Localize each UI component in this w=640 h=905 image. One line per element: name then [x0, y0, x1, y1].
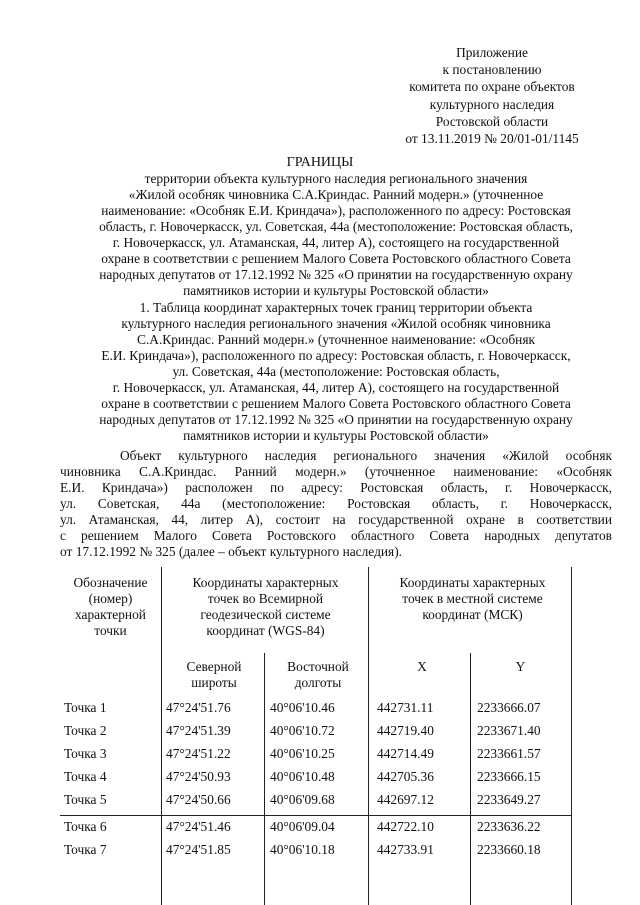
section-line: 1. Таблица координат характерных точек границ территории объекта	[139, 300, 533, 315]
paragraph-line: с решением Малого Совета Ростовского областного Совета народных депутатов	[60, 528, 612, 543]
cell-north: 47°24'50.66	[166, 792, 231, 807]
header-east: Восточной долготы	[287, 659, 349, 690]
cell-x: 442731.11	[377, 700, 434, 715]
section-1-heading	[60, 300, 612, 444]
cell-point: Точка 3	[64, 746, 107, 761]
cell-north: 47°24'51.85	[166, 842, 231, 857]
heading-line: г. Новочеркасск, ул. Атаманская, 44, литер А), состоящего на государственной	[112, 235, 560, 250]
cell-y: 2233666.07	[477, 700, 541, 715]
cell-point: Точка 7	[64, 842, 107, 857]
table-rule	[470, 653, 471, 905]
cell-north: 47°24'51.39	[166, 723, 231, 738]
table-rule	[368, 567, 369, 905]
document-heading	[60, 171, 612, 299]
cell-y: 2233649.27	[477, 792, 541, 807]
cell-y: 2233661.57	[477, 746, 541, 761]
cell-point: Точка 4	[64, 769, 107, 784]
coordinates-table	[60, 567, 612, 905]
appendix-line: культурного наследия	[429, 96, 555, 112]
cell-y: 2233636.22	[477, 819, 541, 834]
table-rule	[264, 653, 265, 905]
appendix-stamp	[372, 44, 612, 147]
cell-north: 47°24'50.93	[166, 769, 231, 784]
section-line: народных депутатов от 17.12.1992 № 325 «О принятии на государственную охрану	[99, 412, 573, 427]
section-line: культурного наследия регионального значения «Жилой особняк чиновника	[121, 316, 551, 331]
object-description-paragraph	[60, 448, 612, 560]
cell-east: 40°06'10.72	[270, 723, 335, 738]
cell-x: 442722.10	[377, 819, 434, 834]
header-y: Y	[515, 659, 526, 674]
section-line: Е.И. Криндача»), расположенного по адресу: Ростовская область, г. Новочеркасск,	[101, 348, 571, 363]
section-line: памятников истории и культуры Ростовской области»	[183, 428, 489, 443]
section-line: С.А.Криндас. Ранний модерн.» (уточненное наименование: «Особняк	[137, 332, 535, 347]
cell-x: 442733.91	[377, 842, 434, 857]
paragraph-line: чиновника С.А.Криндас. Ранний модерн.» (уточненное наименование: «Особняк	[60, 464, 612, 479]
cell-east: 40°06'10.46	[270, 700, 335, 715]
cell-y: 2233671.40	[477, 723, 541, 738]
cell-north: 47°24'51.76	[166, 700, 231, 715]
cell-y: 2233660.18	[477, 842, 541, 857]
cell-x: 442705.36	[377, 769, 434, 784]
cell-x: 442714.49	[377, 746, 434, 761]
header-wgs: Координаты характерных точек во Всемирной геодезической системе координат (WGS-84)	[192, 575, 339, 638]
document-title: ГРАНИЦЫ	[286, 155, 354, 170]
table-rule	[571, 567, 572, 905]
header-north: Северной широты	[186, 659, 242, 690]
cell-x: 442719.40	[377, 723, 434, 738]
paragraph-line: Объект культурного наследия регионального значения «Жилой особняк	[120, 448, 612, 463]
paragraph-line: Е.И. Криндача») расположен по адресу: Ростовская область, г. Новочеркасск,	[60, 480, 612, 495]
cell-point: Точка 5	[64, 792, 107, 807]
appendix-line: Ростовской области	[435, 113, 549, 129]
appendix-line: Приложение	[456, 45, 528, 60]
paragraph-line: от 17.12.1992 № 325 (далее – объект культурного наследия).	[60, 544, 403, 559]
cell-point: Точка 2	[64, 723, 107, 738]
paragraph-line: ул. Атаманская, 44, литер А), состоит на государственной охране в соответствии	[60, 512, 612, 527]
heading-line: охране в соответствии с решением Малого Совета Ростовского областного Совета	[101, 251, 571, 266]
cell-point: Точка 1	[64, 700, 107, 715]
appendix-line: от 13.11.2019 № 20/01-01/1145	[405, 131, 579, 147]
table-rule	[161, 567, 162, 905]
header-msk: Координаты характерных точек в местной системе координат (МСК)	[399, 575, 546, 622]
paragraph-line: ул. Советская, 44а (местоположение: Ростовская область, г. Новочеркасск,	[60, 496, 612, 511]
heading-line: «Жилой особняк чиновника С.А.Криндас. Ранний модерн.» (уточненное	[128, 187, 544, 202]
header-x: X	[417, 659, 427, 674]
heading-line: область, г. Новочеркасск, ул. Советская, 44а (местоположение: Ростовская область,	[99, 219, 573, 234]
cell-east: 40°06'10.18	[270, 842, 335, 857]
heading-line: народных депутатов от 17.12.1992 № 325 «О принятии на государственную охрану	[99, 267, 573, 282]
heading-line: памятников истории и культуры Ростовской области»	[183, 283, 489, 298]
section-line: г. Новочеркасск, ул. Атаманская, 44, литер А), состоящего на государственной	[112, 380, 560, 395]
section-line: охране в соответствии с решением Малого Совета Ростовского областного Совета	[101, 396, 571, 411]
header-point: Обозначение (номер) характерной точки	[73, 575, 148, 638]
heading-line: наименование: «Особняк Е.И. Криндача»), расположенного по адресу: Ростовская	[101, 203, 571, 218]
cell-east: 40°06'09.68	[270, 792, 335, 807]
cell-y: 2233666.15	[477, 769, 541, 784]
cell-east: 40°06'10.48	[270, 769, 335, 784]
heading-line: территории объекта культурного наследия регионального значения	[144, 171, 528, 186]
cell-north: 47°24'51.46	[166, 819, 231, 834]
cell-x: 442697.12	[377, 792, 434, 807]
section-line: ул. Советская, 44а (местоположение: Ростовская область,	[172, 364, 500, 379]
table-rule	[60, 815, 571, 816]
appendix-line: комитета по охране объектов	[409, 79, 575, 95]
cell-east: 40°06'10.25	[270, 746, 335, 761]
cell-north: 47°24'51.22	[166, 746, 231, 761]
cell-point: Точка 6	[64, 819, 107, 834]
cell-east: 40°06'09.04	[270, 819, 335, 834]
appendix-line: к постановлению	[442, 62, 542, 78]
